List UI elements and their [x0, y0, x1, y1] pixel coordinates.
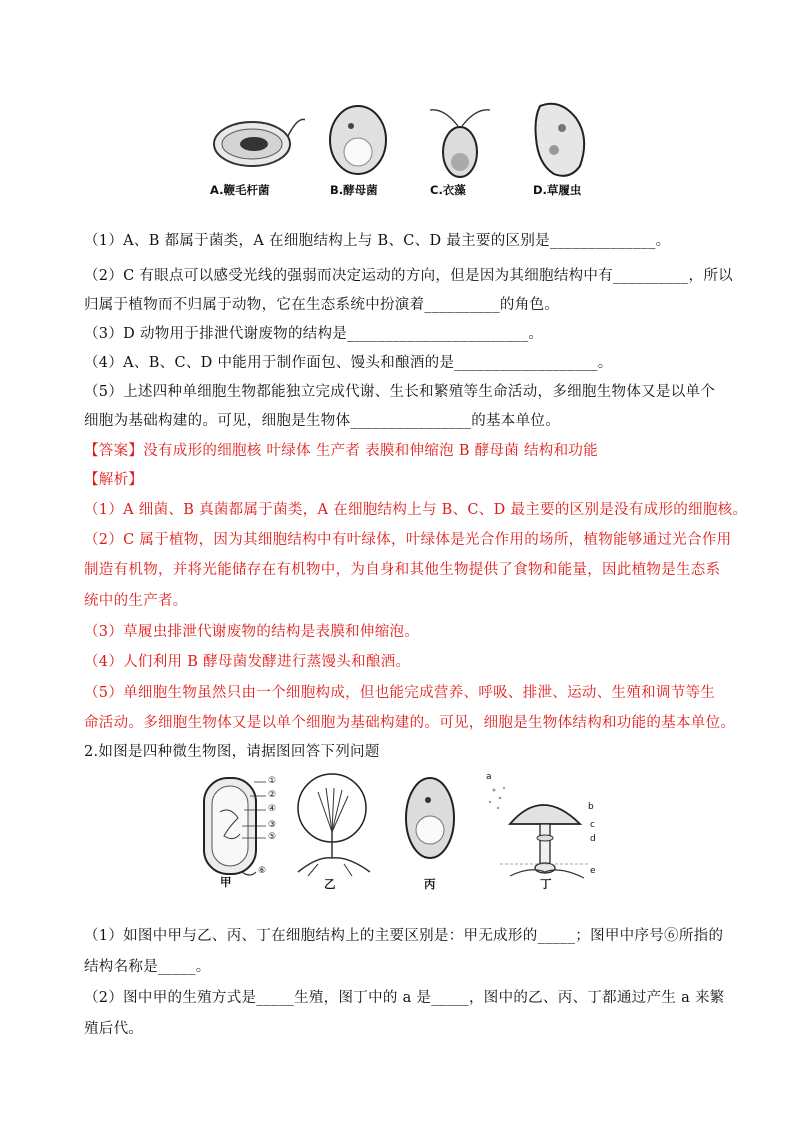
- mold-yi-illustration: [288, 772, 378, 882]
- yeast-illustration: [325, 100, 395, 180]
- analysis-line-7: （5）单细胞生物虽然只由一个细胞构成，但也能完成营养、呼吸、排泄、运动、生殖和调节等生: [84, 685, 716, 701]
- q1-line-1: （1）A、B 都属于菌类，A 在细胞结构上与 B、C、D 最主要的区别是______________。: [84, 233, 671, 249]
- q1-line-5: （4）A、B、C、D 中能用于制作面包、馒头和酿酒的是___________________。: [84, 355, 613, 371]
- analysis-line-5: （3）草履虫排泄代谢废物的结构是表膜和伸缩泡。: [84, 624, 420, 640]
- q2-line-3: （2）图中甲的生殖方式是_____生殖，图丁中的 a 是_____，图中的乙、丙、丁都通过产生 a 来繁: [84, 990, 725, 1006]
- bacterium-illustration: [210, 106, 305, 176]
- q1-line-4: （3）D 动物用于排泄代谢废物的结构是________________________。: [84, 326, 544, 342]
- jia-label-1: ①: [268, 776, 277, 786]
- analysis-line-2: （2）C 属于植物，因为其细胞结构中有叶绿体，叶绿体是光合作用的场所，植物能够通过光合作用: [84, 532, 732, 548]
- jia-label-4: ④: [268, 804, 277, 814]
- name-ding: 丁: [540, 877, 552, 891]
- answer-line: 【答案】没有成形的细胞核 叶绿体 生产者 表膜和伸缩泡 B 酵母菌 结构和功能: [84, 443, 599, 459]
- ding-label-b: b: [588, 802, 594, 812]
- figure-microorganisms-1: [200, 98, 600, 198]
- name-yi: 乙: [324, 877, 336, 891]
- jia-label-2: ②: [268, 790, 277, 800]
- ding-label-d: d: [590, 834, 596, 844]
- analysis-line-3: 制造有机物，并将光能储存在有机物中，为自身和其他生物提供了食物和能量，因此植物是生态系: [84, 562, 721, 578]
- caption-a: A.鞭毛杆菌: [210, 183, 270, 197]
- q2-line-4: 殖后代。: [84, 1021, 144, 1037]
- ding-label-e: e: [590, 866, 596, 876]
- q1-line-6: （5）上述四种单细胞生物都能独立完成代谢、生长和繁殖等生命活动，多细胞生物体又是以单个: [84, 384, 716, 400]
- yeast-bing-illustration: [400, 772, 470, 882]
- ding-label-a: a: [486, 772, 492, 782]
- q2-line-2: 结构名称是_____。: [84, 959, 211, 975]
- mushroom-ding-illustration: [480, 772, 600, 884]
- q1-line-2: （2）C 有眼点可以感受光线的强弱而决定运动的方向，但是因为其细胞结构中有__________，所以: [84, 268, 733, 284]
- analysis-line-8: 命活动。多细胞生物体又是以单个细胞为基础构建的。可见，细胞是生物体结构和功能的基本单位。: [84, 715, 736, 731]
- jia-label-5: ⑤: [268, 832, 277, 842]
- ding-label-c: c: [590, 820, 595, 830]
- analysis-line-1: （1）A 细菌、B 真菌都属于菌类，A 在细胞结构上与 B、C、D 最主要的区别是没有成形的细胞核。: [84, 502, 748, 518]
- paramecium-illustration: [520, 98, 600, 183]
- jia-label-3: ③: [268, 820, 277, 830]
- q2-line-1: （1）如图中甲与乙、丙、丁在细胞结构上的主要区别是：甲无成形的_____；图甲中序号⑥所指的: [84, 928, 724, 944]
- analysis-line-6: （4）人们利用 B 酵母菌发酵进行蒸馒头和酿酒。: [84, 654, 411, 670]
- name-bing: 丙: [424, 877, 436, 891]
- analysis-title: 【解析】: [84, 472, 144, 488]
- caption-c: C.衣藻: [430, 183, 466, 197]
- caption-d: D.草履虫: [533, 183, 582, 197]
- caption-b: B.酵母菌: [330, 183, 378, 197]
- name-jia: 甲: [220, 875, 232, 889]
- q2-title: 2.如图是四种微生物图，请据图回答下列问题: [84, 744, 380, 760]
- analysis-line-4: 统中的生产者。: [84, 593, 188, 609]
- q1-line-7: 细胞为基础构建的。可见，细胞是生物体________________的基本单位。: [84, 413, 560, 429]
- chlamydomonas-illustration: [420, 104, 500, 184]
- q1-line-3: 归属于植物而不归属于动物，它在生态系统中扮演着__________的角色。: [84, 297, 560, 313]
- jia-label-6: ⑥: [258, 866, 267, 876]
- figure-microorganisms-2: [190, 772, 610, 892]
